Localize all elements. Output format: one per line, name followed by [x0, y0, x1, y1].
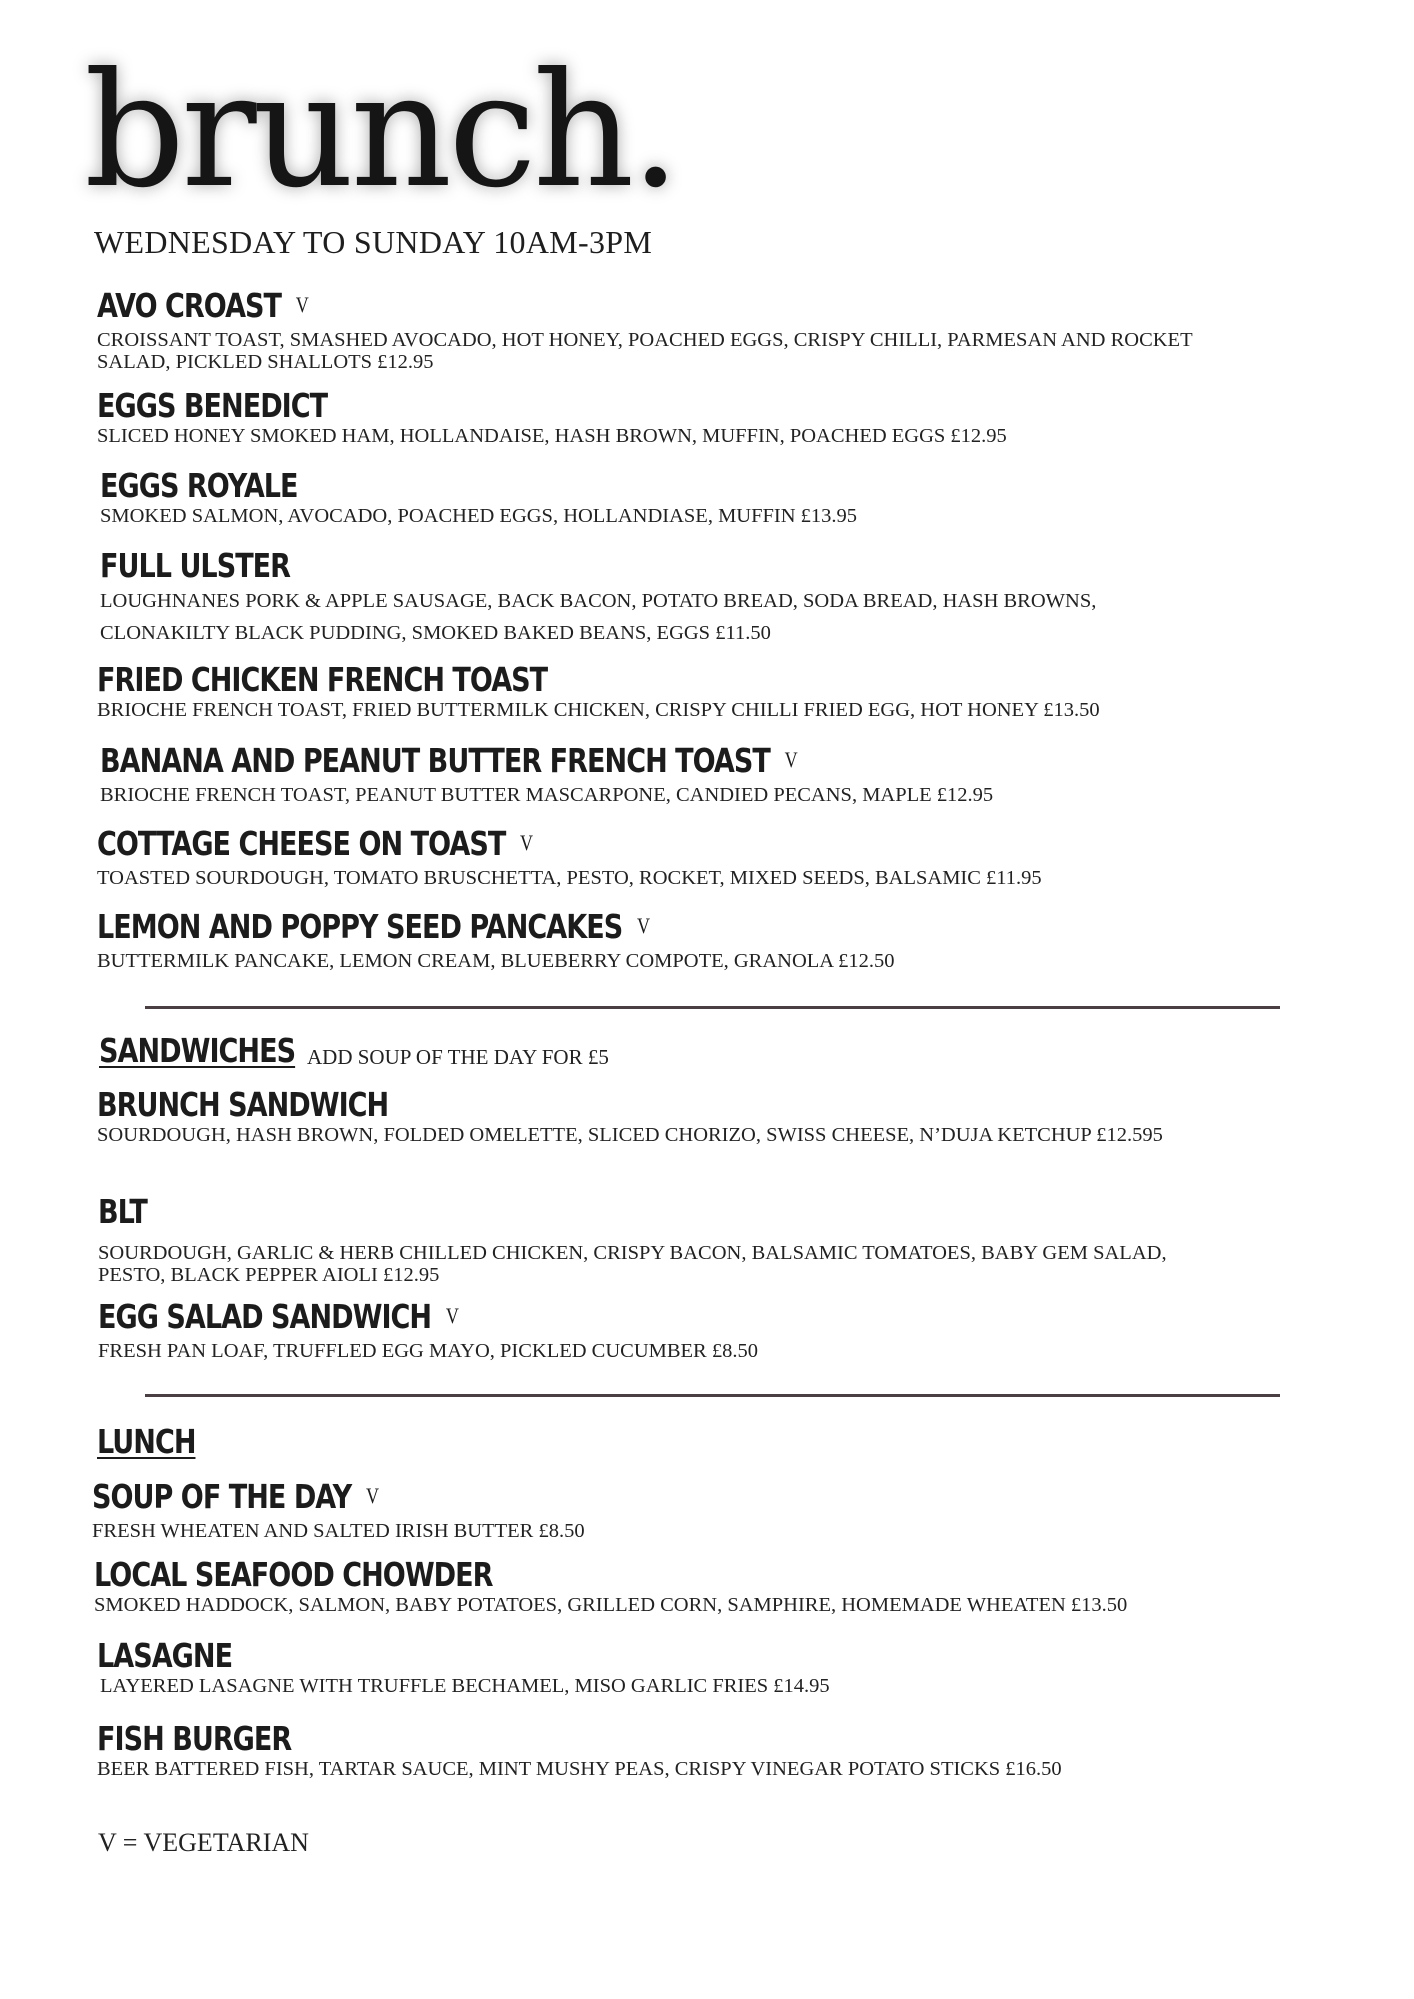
vegetarian-mark: V: [636, 913, 651, 938]
vegetarian-mark: V: [520, 830, 534, 855]
vegetarian-mark: V: [366, 1483, 380, 1508]
item-description: CROISSANT TOAST, SMASHED AVOCADO, HOT HONEY, POACHED EGGS, CRISPY CHILLI, PARMESAN AND ROCKET SALAD, PICKLED SHALLOTS £12.95: [97, 329, 1193, 373]
menu-item-banana-peanut-butter-french-toast: [100, 743, 1260, 806]
item-name: BANANA AND PEANUT BUTTER FRENCH TOAST: [100, 741, 770, 780]
menu-item-full-ulster: [100, 548, 1260, 649]
item-description: FRESH WHEATEN AND SALTED IRISH BUTTER £8.50: [92, 1520, 585, 1542]
page-title: brunch.: [84, 39, 677, 223]
item-name: FULL ULSTER: [100, 546, 291, 585]
item-name: BRUNCH SANDWICH: [97, 1085, 389, 1124]
item-description: LAYERED LASAGNE WITH TRUFFLE BECHAMEL, MISO GARLIC FRIES £14.95: [100, 1675, 830, 1697]
item-name: COTTAGE CHEESE ON TOAST: [97, 824, 506, 863]
item-name: EGGS BENEDICT: [97, 386, 328, 425]
lunch-heading: LUNCH: [97, 1422, 196, 1461]
item-description: BEER BATTERED FISH, TARTAR SAUCE, MINT MUSHY PEAS, CRISPY VINEGAR POTATO STICKS £16.50: [97, 1758, 1062, 1780]
item-description: SMOKED SALMON, AVOCADO, POACHED EGGS, HOLLANDIASE, MUFFIN £13.95: [100, 505, 858, 527]
menu-item-fried-chicken-french-toast: [97, 662, 1257, 721]
opening-hours: WEDNESDAY TO SUNDAY 10AM-3PM: [94, 224, 653, 260]
menu-item-eggs-royale: [100, 468, 1260, 527]
menu-item-soup-of-the-day: [92, 1479, 1252, 1542]
vegetarian-mark: V: [784, 747, 798, 772]
item-name: LASAGNE: [97, 1636, 233, 1675]
item-description: SMOKED HADDOCK, SALMON, BABY POTATOES, GRILLED CORN, SAMPHIRE, HOMEMADE WHEATEN £13.50: [94, 1594, 1128, 1616]
item-description: SLICED HONEY SMOKED HAM, HOLLANDAISE, HASH BROWN, MUFFIN, POACHED EGGS £12.95: [97, 425, 1007, 447]
menu-item-egg-salad-sandwich: [98, 1299, 1258, 1362]
item-description: BUTTERMILK PANCAKE, LEMON CREAM, BLUEBERRY COMPOTE, GRANOLA £12.50: [97, 950, 895, 972]
menu-item-eggs-benedict: [97, 388, 1257, 447]
item-name: FRIED CHICKEN FRENCH TOAST: [97, 660, 548, 699]
item-description: TOASTED SOURDOUGH, TOMATO BRUSCHETTA, PESTO, ROCKET, MIXED SEEDS, BALSAMIC £11.95: [97, 867, 1042, 889]
item-description: BRIOCHE FRENCH TOAST, FRIED BUTTERMILK CHICKEN, CRISPY CHILLI FRIED EGG, HOT HONEY £13.50: [97, 699, 1100, 721]
vegetarian-legend: V = VEGETARIAN: [98, 1828, 309, 1857]
item-name: EGGS ROYALE: [100, 466, 298, 505]
item-name: LOCAL SEAFOOD CHOWDER: [94, 1555, 493, 1594]
menu-item-fish-burger: [97, 1721, 1257, 1780]
vegetarian-mark: V: [295, 292, 309, 317]
section-divider: [145, 1394, 1280, 1397]
menu-item-blt: [98, 1194, 1258, 1286]
item-description: FRESH PAN LOAF, TRUFFLED EGG MAYO, PICKLED CUCUMBER £8.50: [98, 1340, 758, 1362]
item-name: SOUP OF THE DAY: [92, 1477, 352, 1516]
item-description: SOURDOUGH, HASH BROWN, FOLDED OMELETTE, SLICED CHORIZO, SWISS CHEESE, N’DUJA KETCHUP £12.595: [97, 1124, 1163, 1146]
sandwiches-heading: SANDWICHES: [99, 1031, 296, 1070]
menu-item-avo-croast: [97, 288, 1257, 373]
menu-item-lasagne: [97, 1638, 1257, 1697]
item-name: BLT: [98, 1192, 147, 1231]
item-description: SOURDOUGH, GARLIC & HERB CHILLED CHICKEN, CRISPY BACON, BALSAMIC TOMATOES, BABY GEM SALAD, PESTO, BLACK PEPPER AIOLI £12.95: [98, 1242, 1167, 1286]
item-description: BRIOCHE FRENCH TOAST, PEANUT BUTTER MASCARPONE, CANDIED PECANS, MAPLE £12.95: [100, 784, 994, 806]
sandwiches-note: ADD SOUP OF THE DAY FOR £5: [307, 1045, 609, 1069]
item-name: FISH BURGER: [97, 1719, 292, 1758]
item-name: LEMON AND POPPY SEED PANCAKES: [97, 907, 623, 946]
item-name: EGG SALAD SANDWICH: [98, 1297, 432, 1336]
menu-item-local-seafood-chowder: [94, 1557, 1254, 1616]
menu-item-cottage-cheese-on-toast: [97, 826, 1257, 889]
section-divider: [145, 1006, 1280, 1009]
vegetarian-mark: V: [445, 1303, 459, 1328]
item-name: AVO CROAST: [97, 286, 282, 325]
menu-item-brunch-sandwich: [97, 1087, 1257, 1146]
menu-item-lemon-poppy-seed-pancakes: [97, 909, 1257, 972]
item-description: LOUGHNANES PORK & APPLE SAUSAGE, BACK BACON, POTATO BREAD, SODA BREAD, HASH BROWNS, CLONAKILTY BLACK PUDDING, SMOKED BAKED BEANS, EGGS £11.50: [100, 590, 1097, 644]
